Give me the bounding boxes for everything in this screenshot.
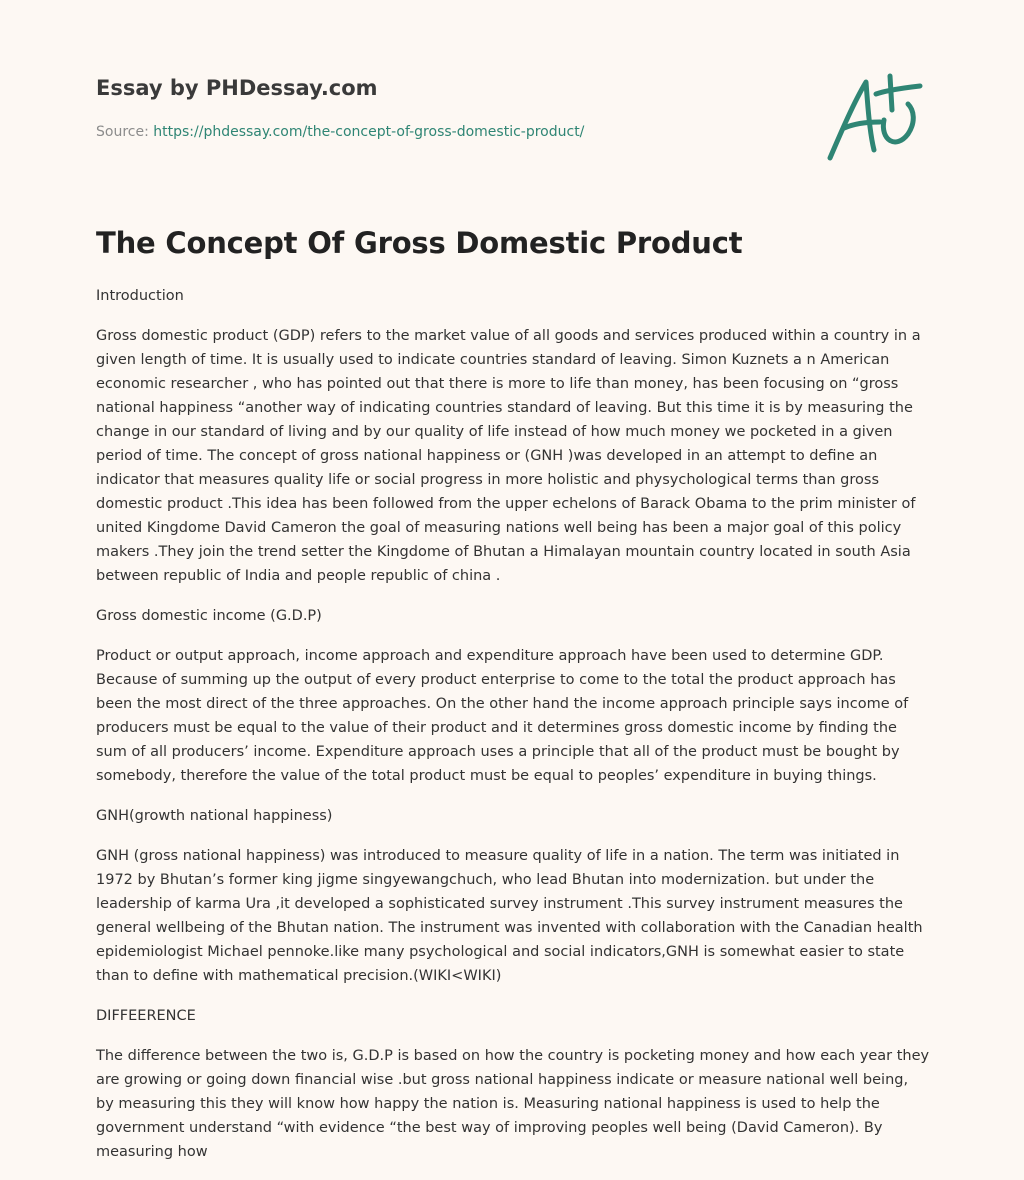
section-heading-introduction: Introduction — [96, 288, 184, 304]
source-label: Source: — [96, 124, 149, 140]
a-plus-logo-icon — [822, 70, 926, 164]
source-line — [96, 124, 584, 140]
section-heading-gdp: Gross domestic income (G.D.P) — [96, 608, 322, 624]
paragraph-difference: The difference between the two is, G.D.P is based on how the country is pocketing money and how each year they are growing or going down financial wise .but gross national happiness indicate or measure national well being, by measuring this they will know how happy the nation is. Measuring national happiness is used to help the government understand “with evidence “the best way of improving peoples well being (David Cameron). By measuring how — [96, 1048, 930, 1160]
paragraph-introduction: Gross domestic product (GDP) refers to the market value of all goods and services produced within a country in a given length of time. It is usually used to indicate countries standard of leaving. Simon Kuznets a n American economic researcher , who has pointed out that there is more to life than money, has been focusing on “gross national happiness “another way of indicating countries standard of leaving. But this time it is by measuring the change in our standard of living and by our quality of life instead of how much money we pocketed in a given period of time. The concept of gross national happiness or (GNH )was developed in an attempt to define an indicator that measures quality life or social progress in more holistic and physychological terms than gross domestic product .This idea has been followed from the upper echelons of Barack Obama to the prim minister of united Kingdome David Cameron the goal of measuring nations well being has been a major goal of this policy makers .They join the trend setter the Kingdome of Bhutan a Himalayan mountain country located in south Asia between republic of India and people republic of china . — [96, 328, 921, 584]
section-heading-difference: DIFFEERENCE — [96, 1008, 196, 1024]
site-name: Essay by PHDessay.com — [96, 76, 378, 100]
essay-body — [96, 284, 930, 1180]
paragraph-gdp: Product or output approach, income approach and expenditure approach have been used to determine GDP. Because of summing up the output of every product enterprise to come to the total the product approach has been the most direct of the three approaches. On the other hand the income approach principle says income of producers must be equal to the value of their product and it determines gross domestic income by finding the sum of all producers’ income. Expenditure approach uses a principle that all of the product must be bought by somebody, therefore the value of the total product must be equal to peoples’ expenditure in buying things. — [96, 648, 909, 784]
paragraph-gnh: GNH (gross national happiness) was introduced to measure quality of life in a nation. The term was initiated in 1972 by Bhutan’s former king jigme singyewangchuch, who lead Bhutan into modernization. but under the leadership of karma Ura ,it developed a sophisticated survey instrument .This survey instrument measures the general wellbeing of the Bhutan nation. The instrument was invented with collaboration with the Canadian health epidemiologist Michael pennoke.like many psychological and social indicators,GNH is somewhat easier to state than to define with mathematical precision.(WIKI<WIKI) — [96, 848, 923, 984]
essay-title: The Concept Of Gross Domestic Product — [96, 226, 743, 260]
source-link[interactable]: https://phdessay.com/the-concept-of-gross-domestic-product/ — [153, 124, 585, 140]
section-heading-gnh: GNH(growth national happiness) — [96, 808, 333, 824]
